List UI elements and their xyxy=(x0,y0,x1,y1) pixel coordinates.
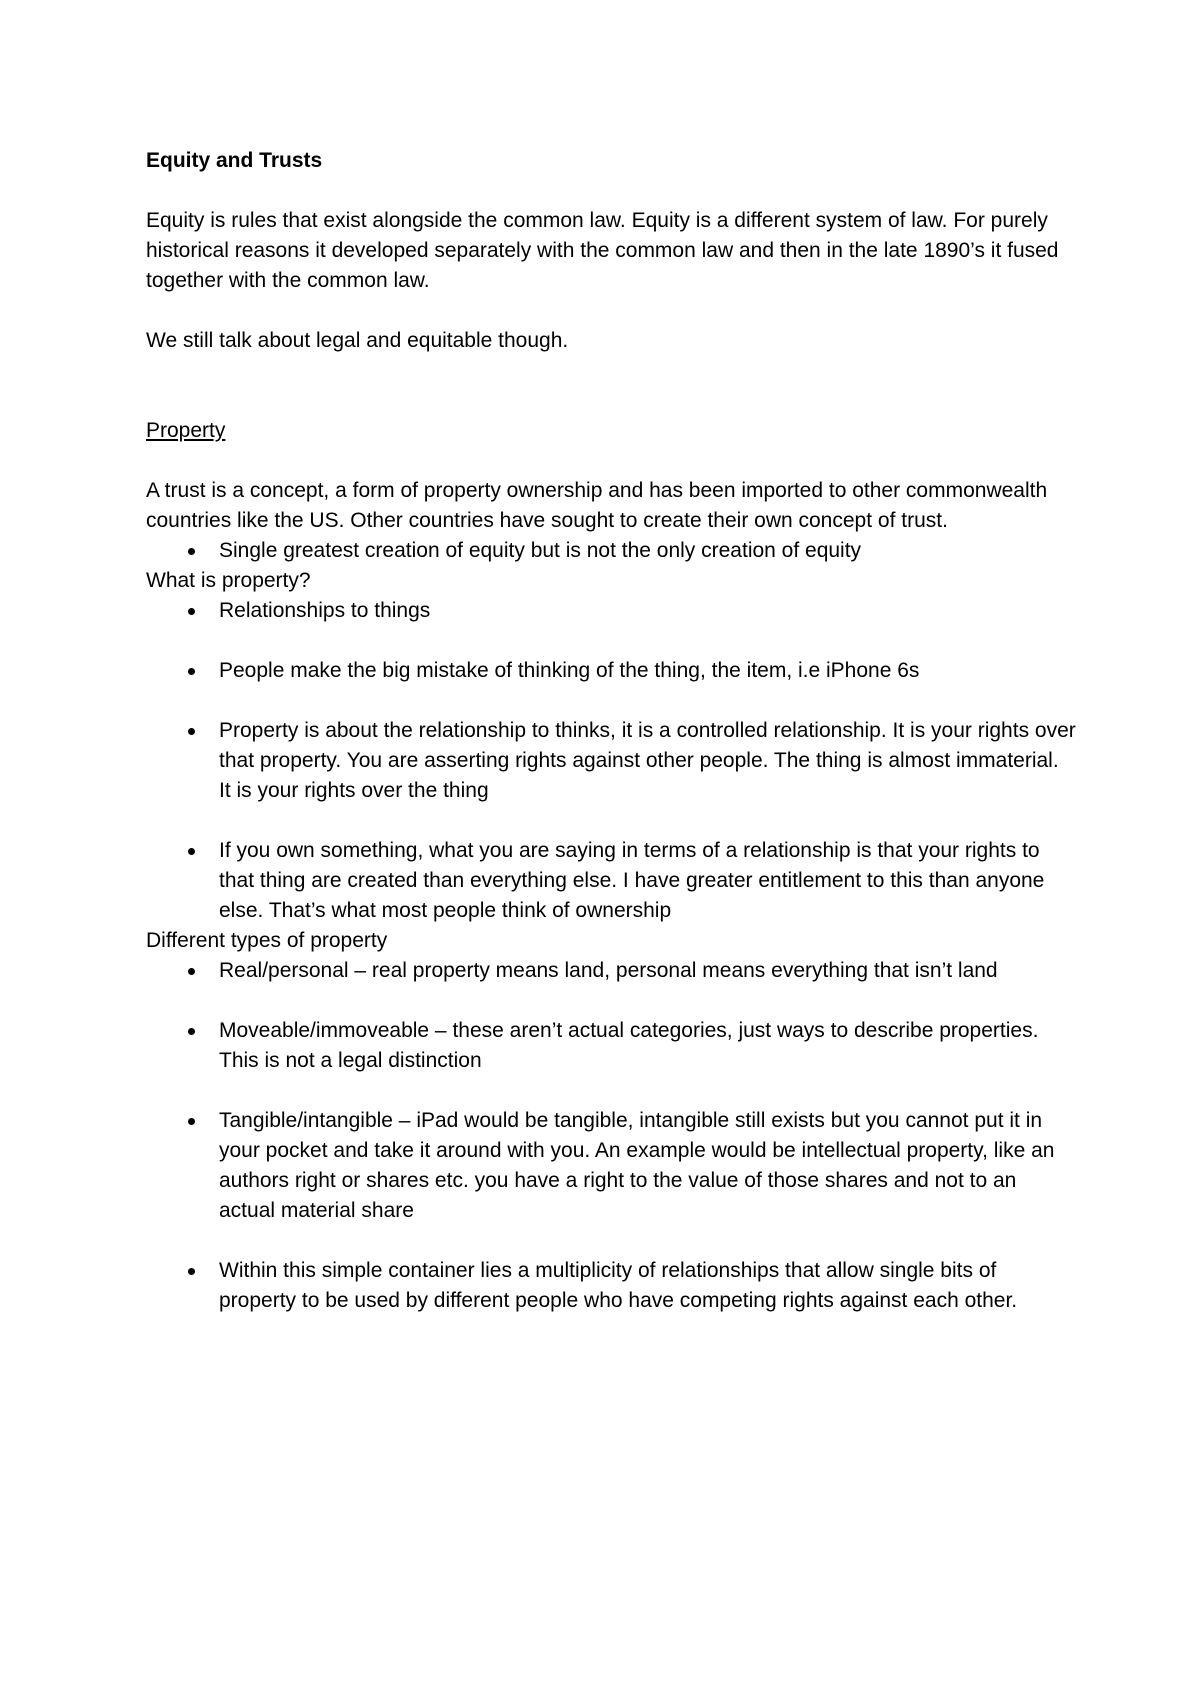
list-item-text: Property is about the relationship to thinks, it is a controlled relationship. It is your rights over that property. You are asserting rights against other people. The thing is almost immaterial. It is your rights over the thing xyxy=(219,719,1076,802)
bullet-icon xyxy=(188,1118,195,1125)
types-of-property-bullet-list xyxy=(146,956,1076,1316)
document-page xyxy=(146,146,1076,1316)
bullet-icon xyxy=(188,848,195,855)
list-item-text: Relationships to things xyxy=(219,599,431,622)
list-item xyxy=(146,956,1076,986)
bullet-icon xyxy=(188,728,195,735)
bullet-icon xyxy=(188,1028,195,1035)
list-item xyxy=(146,1256,1076,1316)
list-item xyxy=(146,836,1076,926)
list-item-text: People make the big mistake of thinking of the thing, the item, i.e iPhone 6s xyxy=(219,659,920,682)
list-item-text: If you own something, what you are saying in terms of a relationship is that your rights to that thing are created than everything else. I have greater entitlement to this than anyone else. That’s what most people think of ownership xyxy=(219,839,1045,922)
document-title: Equity and Trusts xyxy=(146,149,323,172)
list-item xyxy=(146,1016,1076,1076)
bullet-icon xyxy=(188,668,195,675)
list-item xyxy=(146,1106,1076,1226)
list-item-text: Real/personal – real property means land, personal means everything that isn’t land xyxy=(219,959,998,982)
list-item xyxy=(146,656,1076,686)
list-item-text: Within this simple container lies a multiplicity of relationships that allow single bits of property to be used by different people who have competing rights against each other. xyxy=(219,1259,1018,1312)
bullet-icon xyxy=(188,608,195,615)
list-item xyxy=(146,536,1076,566)
property-bullet-list xyxy=(146,536,1076,566)
types-of-property-heading: Different types of property xyxy=(146,929,388,952)
intro-note: We still talk about legal and equitable though. xyxy=(146,329,569,352)
property-paragraph: A trust is a concept, a form of property ownership and has been imported to other commonwealth countries like the US. Other countries have sought to create their own concept of trust. xyxy=(146,479,1048,532)
list-item xyxy=(146,596,1076,626)
list-item xyxy=(146,716,1076,806)
what-is-property-bullet-list xyxy=(146,596,1076,926)
bullet-icon xyxy=(188,968,195,975)
property-heading: Property xyxy=(146,419,226,442)
list-item-text: Tangible/intangible – iPad would be tangible, intangible still exists but you cannot put it in your pocket and take it around with you. An example would be intellectual property, like an authors right or shares etc. you have a right to the value of those shares and not to an actual material share xyxy=(219,1109,1055,1222)
list-item-text: Single greatest creation of equity but is not the only creation of equity xyxy=(219,539,862,562)
intro-paragraph: Equity is rules that exist alongside the common law. Equity is a different system of law. For purely historical reasons it developed separately with the common law and then in the late 1890’s it fused together with the common law. xyxy=(146,209,1059,292)
what-is-property-heading: What is property? xyxy=(146,569,311,592)
bullet-icon xyxy=(188,1268,195,1275)
bullet-icon xyxy=(188,548,195,555)
list-item-text: Moveable/immoveable – these aren’t actual categories, just ways to describe properties. This is not a legal distinction xyxy=(219,1019,1039,1072)
